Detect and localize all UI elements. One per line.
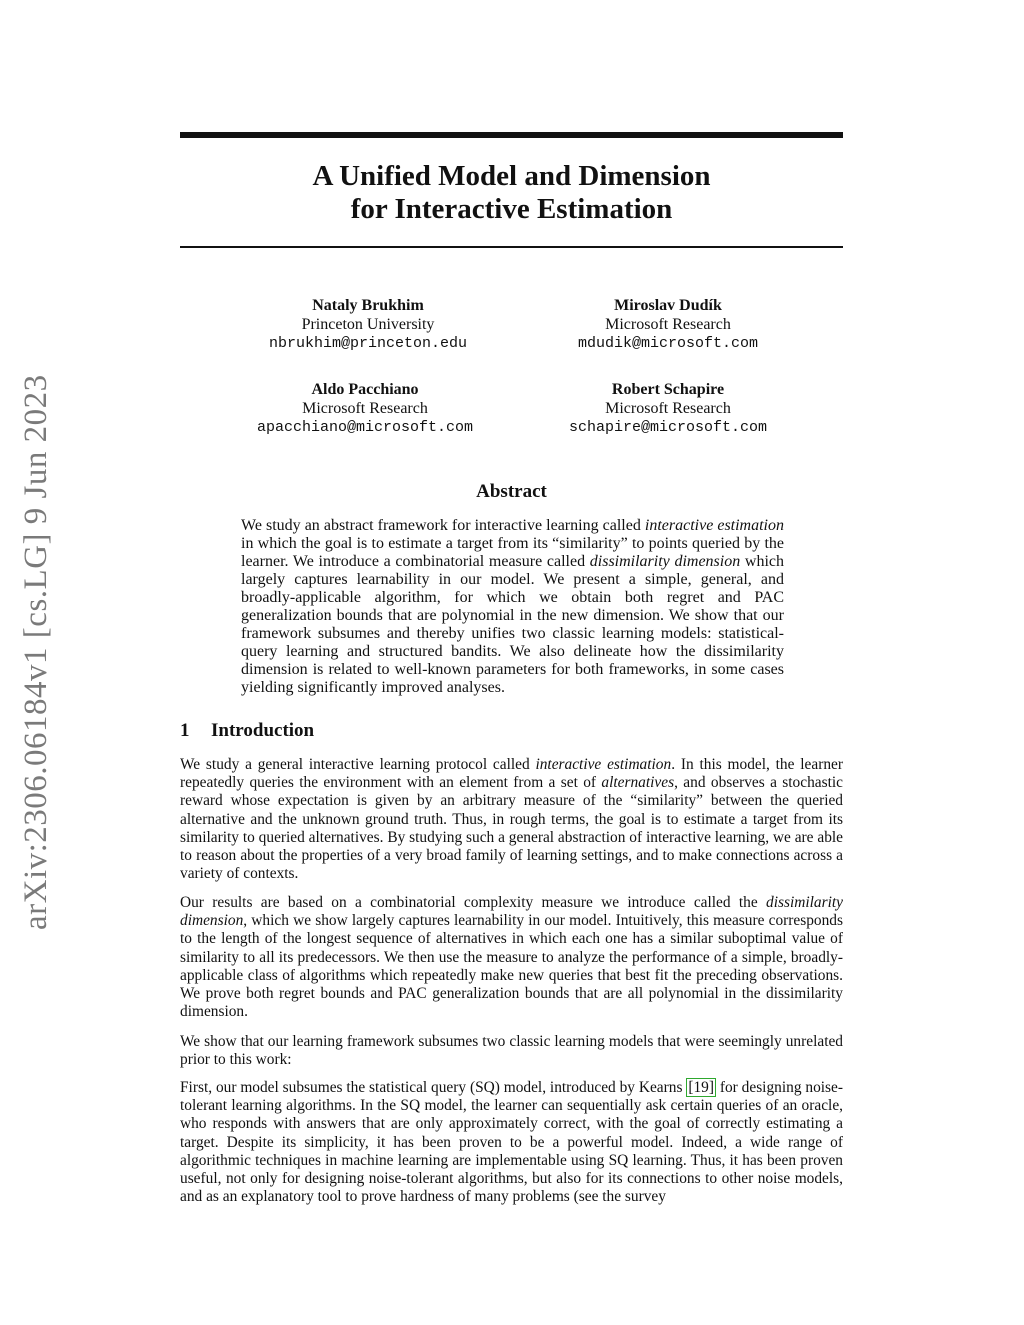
author-email[interactable]: mdudik@microsoft.com [577, 335, 759, 352]
body-paragraph: Our results are based on a combinatorial complexity measure we introduce called the dissimilarity dimension, which we show largely captures learnability in our model. Intuitively, this measure corresponds to the length of the longest sequence of alternatives in which each one has a similar suboptimal value of similarity to all its predecessors. We then use the measure to analyze the performance of a simple, broadly-applicable class of algorithms which repeatedly make new queries that best fit the preceding observations. We prove both regret bounds and PAC generalization bounds that are all polynomial in the dissimilarity dimension. [180, 894, 843, 1021]
section-number: 1 [180, 720, 190, 741]
author-affiliation: Microsoft Research [605, 316, 731, 333]
abstract-heading: Abstract [476, 481, 547, 502]
author-block [218, 296, 518, 353]
section-heading [180, 720, 314, 742]
author-email[interactable]: schapire@microsoft.com [568, 419, 768, 436]
author-block [518, 296, 818, 353]
body-paragraph: We study a general interactive learning protocol called interactive estimation. In this model, the learner repeatedly queries the environment with an element from a set of alternatives, and observes a stochastic reward whose expectation is given by an arbitrary measure of the “similarity” between the queried alternative and the unknown ground truth. Thus, in rough terms, the goal is to estimate a target from its similarity to queried alternatives. By studying such a general abstraction of interactive learning, we are able to reason about the properties of a very broad family of learning settings, and to make connections across a variety of contexts. [180, 756, 843, 883]
author-affiliation: Princeton University [301, 316, 435, 333]
author-name: Aldo Pacchiano [311, 381, 419, 398]
author-name: Miroslav Dudík [614, 297, 722, 314]
author-block [518, 380, 818, 437]
section-title: Introduction [211, 720, 315, 741]
citation-link[interactable]: [19] [688, 1079, 714, 1096]
author-affiliation: Microsoft Research [302, 400, 428, 417]
author-block [215, 380, 515, 437]
body-paragraph: We show that our learning framework subsumes two classic learning models that were seemingly unrelated prior to this work: [180, 1033, 843, 1069]
author-name: Nataly Brukhim [312, 297, 424, 314]
title-line-2: for Interactive Estimation [350, 193, 673, 225]
title-line-1: A Unified Model and Dimension [312, 160, 711, 192]
title-top-rule [180, 132, 843, 138]
abstract-text: We study an abstract framework for interactive learning called interactive estimation in which the goal is to estimate a target from its “similarity” to points queried by the learner. We introduce a combinatorial measure called dissimilarity dimension which largely captures learnability in our model. We present a simple, general, and broadly-applicable algorithm, for which we obtain both regret and PAC generalization bounds that are polynomial in the new dimension. We show that our framework subsumes and thereby unifies two classic learning models: statistical-query learning and structured bandits. We also delineate how the dissimilarity dimension is related to well-known parameters for both frameworks, in some cases yielding significantly improved analyses. [241, 517, 785, 696]
title-bottom-rule [180, 246, 843, 248]
body-paragraph: First, our model subsumes the statistical query (SQ) model, introduced by Kearns [19] for designing noise-tolerant learning algorithms. In the SQ model, the learner can sequentially ask certain queries of an oracle, who responds with answers that are only approximately correct, with the goal of correctly estimating a target. Despite its simplicity, it has been proven to be a powerful model. Indeed, a wide range of algorithmic techniques in machine learning are implementable using SQ learning. Thus, it has been proven useful, not only for designing noise-tolerant algorithms, but also for its connections to other noise models, and as an explanatory tool to prove hardness of many problems (see the survey [180, 1079, 843, 1206]
author-email[interactable]: apacchiano@microsoft.com [256, 419, 474, 436]
author-email[interactable]: nbrukhim@princeton.edu [268, 335, 468, 352]
author-name: Robert Schapire [611, 381, 725, 398]
arxiv-stamp: arXiv:2306.06184v1 [cs.LG] 9 Jun 2023 [18, 374, 54, 930]
author-affiliation: Microsoft Research [605, 400, 731, 417]
paper-title [180, 160, 843, 226]
